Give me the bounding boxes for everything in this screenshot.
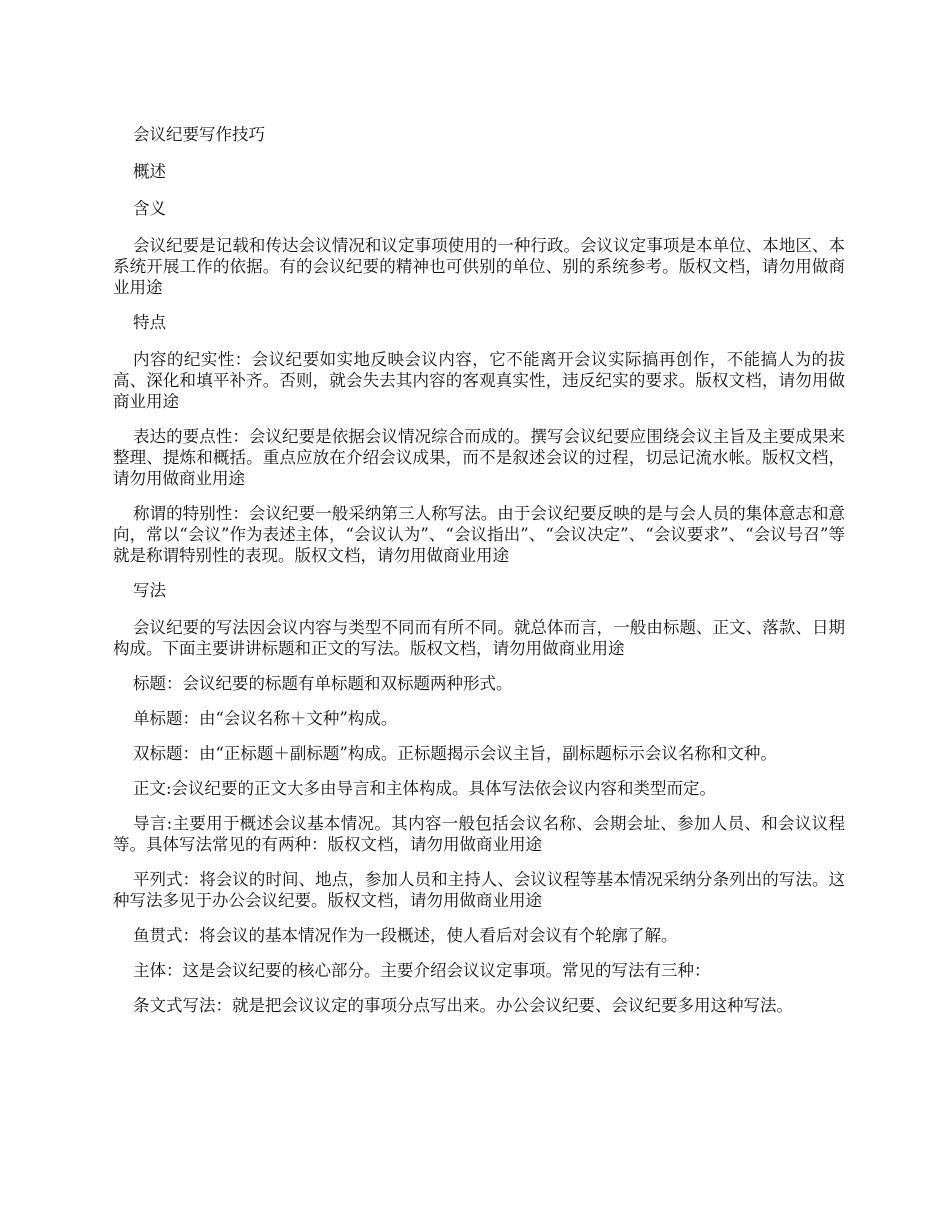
- paragraph-definition: 会议纪要是记载和传达会议情况和议定事项使用的一种行政。会议议定事项是本单位、本地区、本系统开展工作的依据。有的会议纪要的精神也可供别的单位、别的系统参考。版权文档，请勿用做商业用途: [113, 236, 845, 297]
- paragraph-sequential-style: 鱼贯式：将会议的基本情况作为一段概述，使人看后对会议有个轮廓了解。: [133, 926, 678, 945]
- paragraph-parallel-style: 平列式：将会议的时间、地点，参加人员和主持人、会议议程等基本情况采纳分条列出的写法。这种写法多见于办公会议纪要。版权文档，请勿用做商业用途: [113, 870, 845, 910]
- paragraph-feature-appellation: 称谓的特别性：会议纪要一般采纳第三人称写法。由于会议纪要反映的是与会人员的集体意志和意向，常以“会议”作为表述主体，“会议认为”、“会议指出”、“会议决定”、“会议要求”、“会议号召”等就是称谓特别性的表现。版权文档，请勿用做商业用途: [113, 504, 845, 565]
- subsection-heading-meaning: 含义: [133, 199, 166, 218]
- paragraph-body-text: 正文:会议纪要的正文大多由导言和主体构成。具体写法依会议内容和类型而定。: [133, 779, 717, 798]
- section-heading-writing: 写法: [133, 581, 166, 600]
- section-heading-overview: 概述: [133, 162, 166, 181]
- paragraph-feature-factual: 内容的纪实性：会议纪要如实地反映会议内容，它不能离开会议实际搞再创作，不能搞人为的拔高、深化和填平补齐。否则，就会失去其内容的客观真实性，违反纪实的要求。版权文档，请勿用做商业用途: [113, 350, 845, 411]
- document-title: 会议纪要写作技巧: [133, 125, 265, 144]
- paragraph-itemized-style: 条文式写法：就是把会议议定的事项分点写出来。办公会议纪要、会议纪要多用这种写法。: [133, 996, 793, 1015]
- paragraph-writing-intro: 会议纪要的写法因会议内容与类型不同而有所不同。就总体而言，一般由标题、正文、落款、日期构成。下面主要讲讲标题和正文的写法。版权文档，请勿用做商业用途: [113, 618, 845, 658]
- paragraph-double-title: 双标题：由“正标题＋副标题”构成。正标题揭示会议主旨，副标题标示会议名称和文种。: [133, 744, 777, 763]
- paragraph-single-title: 单标题：由“会议名称＋文种”构成。: [133, 709, 398, 728]
- document-page: [113, 124, 845, 1030]
- paragraph-feature-key-points: 表达的要点性：会议纪要是依据会议情况综合而成的。撰写会议纪要应围绕会议主旨及主要成果来整理、提炼和概括。重点应放在介绍会议成果，而不是叙述会议的过程，切忌记流水帐。版权文档，请勿用做商业用途: [113, 427, 845, 488]
- paragraph-introduction: 导言:主要用于概述会议基本情况。其内容一般包括会议名称、会期会址、参加人员、和会议议程等。具体写法常见的有两种：版权文档，请勿用做商业用途: [113, 814, 845, 854]
- subsection-heading-features: 特点: [133, 313, 166, 332]
- paragraph-main-body: 主体：这是会议纪要的核心部分。主要介绍会议议定事项。常见的写法有三种：: [133, 961, 711, 980]
- paragraph-title-forms: 标题：会议纪要的标题有单标题和双标题两种形式。: [133, 674, 513, 693]
